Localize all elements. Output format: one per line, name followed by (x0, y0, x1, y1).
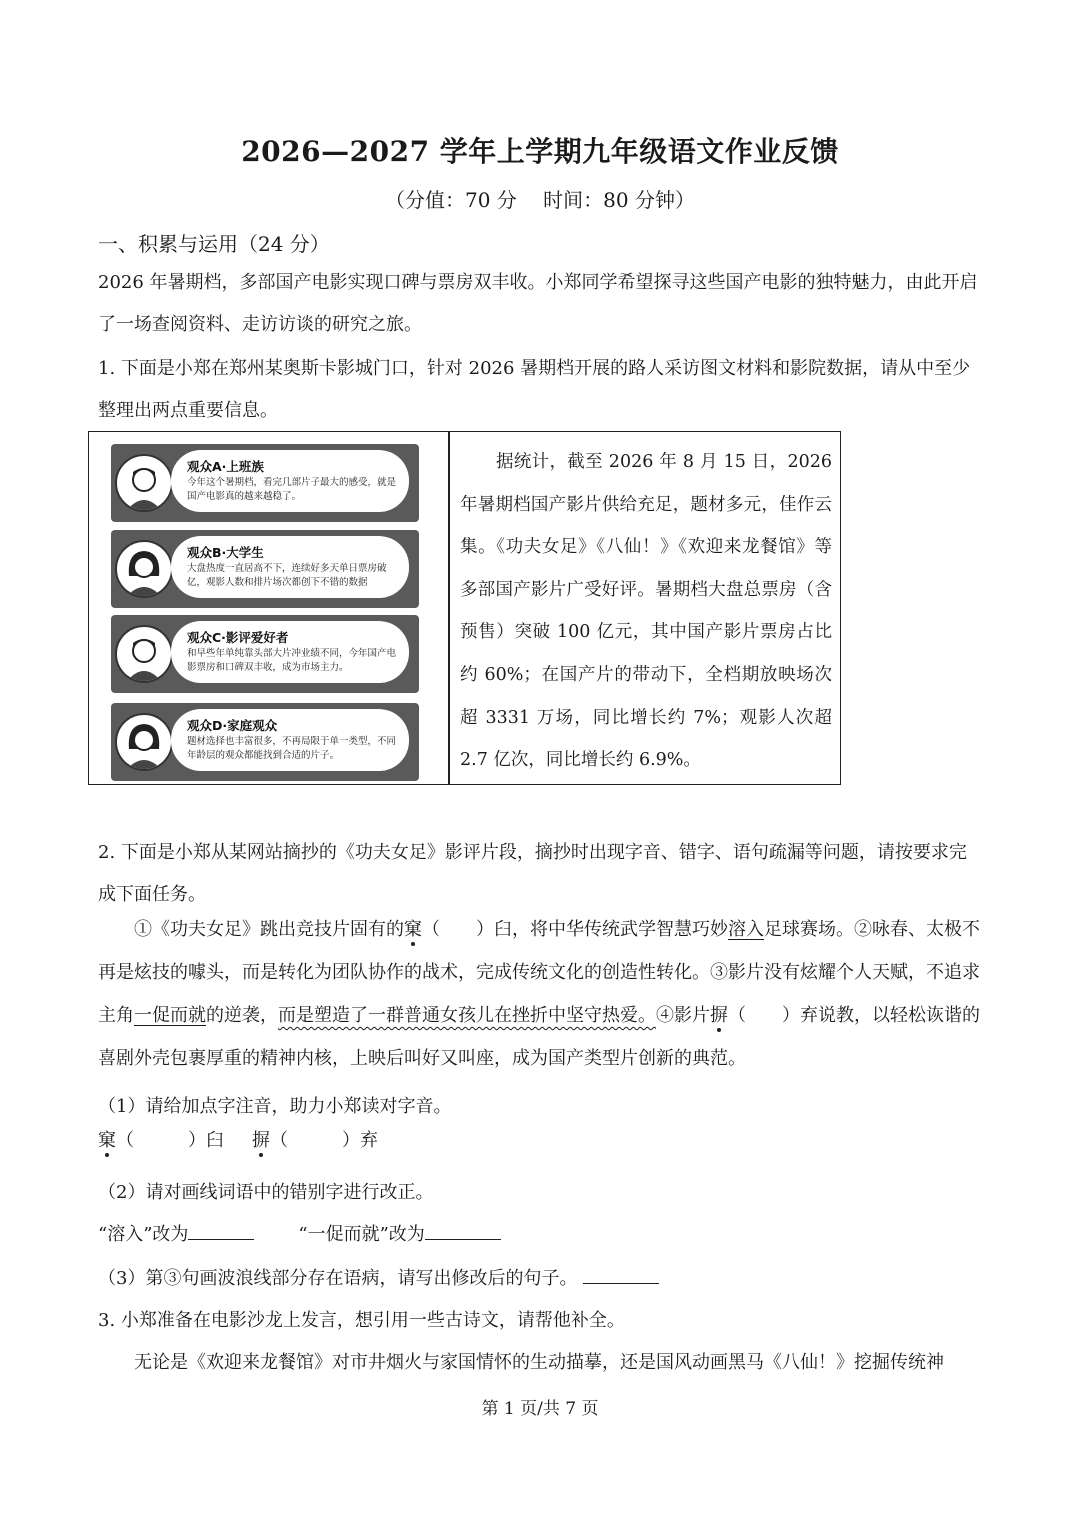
dotted-char: 摒 (710, 1005, 728, 1026)
sub-question-3 (98, 1258, 983, 1300)
sub-question-2: （2）请对画线词语中的错别字进行改正。 (98, 1182, 434, 1203)
interview-card-c (111, 615, 419, 693)
passage-text: ①《功夫女足》跳出竞技片固有的 (134, 919, 404, 940)
interviewee-quote: 今年这个暑期档，看完几部片子最大的感受，就是国产电影真的越来越稳了。 (187, 477, 397, 502)
interviewee-name: 观众C·影评爱好者 (187, 630, 289, 645)
woman-avatar-icon (115, 713, 173, 771)
page-number: 第 1 页/共 7 页 (481, 1399, 599, 1419)
interview-card-a (111, 444, 419, 522)
interviewee-name: 观众D·家庭观众 (187, 718, 278, 733)
passage-text: ④影片 (656, 1005, 710, 1026)
box-office-statistics: 据统计，截至 2026 年 8 月 15 日，2026 年暑期档国产影片供给充足，题材多元，佳作云集。《功夫女足》《八仙！》《欢迎来龙餐馆》等多部国产影片广受好评。暑期档大盘总票房（含预售）突破 100 亿元，其中国产影片票房占比约 60%；在国产片的带动下，全档期放映场次超 3331 万场，同比增长约 7%；观影人次超 2.7 亿次，同比增长约 6.9%。 (460, 452, 832, 771)
interview-bubble (171, 709, 409, 771)
answer-blank[interactable]: （ ）弃 (270, 1130, 378, 1151)
man-avatar-icon (115, 454, 173, 512)
question-3: 3. 小郑准备在电影沙龙上发言，想引用一些古诗文，请帮他补全。 (98, 1310, 625, 1331)
correction-answer-line (98, 1214, 983, 1256)
interviewee-name: 观众A·上班族 (187, 459, 264, 474)
correction-label: “一促而就”改为 (298, 1224, 425, 1245)
interviewee-quote: 和早些年单纯靠头部大片冲业绩不同，今年国产电影票房和口碑双丰收，成为市场主力。 (187, 648, 397, 673)
underlined-word: 溶入 (728, 919, 764, 940)
section-heading: 一、积累与运用（24 分） (98, 232, 330, 256)
question-1: 1. 下面是小郑在郑州某奥斯卡影城门口，针对 2026 暑期档开展的路人采访图文材料和影院数据，请从中至少整理出两点重要信息。 (98, 358, 971, 421)
interview-card-b (111, 530, 419, 608)
interviewee-quote: 题材选择也丰富很多，不再局限于单一类型，不同年龄层的观众都能找到合适的片子。 (187, 736, 397, 761)
passage-text: （ ）臼，将中华传统武学智慧巧妙 (422, 919, 728, 940)
wavy-underlined-sentence: 而是塑造了一群普通女孩儿在挫折中坚守热爱。 (278, 1005, 656, 1026)
underlined-word: 一促而就 (134, 1005, 206, 1026)
interview-bubble (171, 450, 409, 512)
passage-text: 足球赛场。②咏春、太极不再是炫技的噱头，而是转化为团队协作的战术，完成传统文化的创造性转化。③影片没有炫耀个人天赋，不追求主角 (98, 919, 980, 1026)
passage-text: （ ）弃说教，以轻松诙谐的喜剧外壳包裹厚重的精神内核，上映后叫好又叫座，成为国产类型片创新的典范。 (98, 1005, 980, 1069)
intro-paragraph: 2026 年暑期档，多部国产电影实现口碑与票房双丰收。小郑同学希望探寻这些国产电影的独特魅力，由此开启了一场查阅资料、走访访谈的研究之旅。 (98, 272, 978, 335)
dotted-char: 窠 (98, 1130, 116, 1151)
answer-blank[interactable] (583, 1265, 659, 1284)
interviewee-name: 观众B·大学生 (187, 545, 264, 560)
answer-blank[interactable] (425, 1221, 501, 1240)
correction-label: “溶入”改为 (98, 1224, 189, 1245)
question-3-passage: 无论是《欢迎来龙餐馆》对市井烟火与家国情怀的生动描摹，还是国风动画黑马《八仙！》挖掘传统神 (134, 1352, 944, 1373)
pinyin-answer-line (98, 1120, 983, 1162)
film-review-passage (98, 908, 983, 1080)
woman-avatar-icon (115, 540, 173, 598)
interview-bubble (171, 536, 409, 598)
interview-bubble (171, 621, 409, 683)
passage-text: 的逆袭， (206, 1005, 278, 1026)
answer-blank[interactable] (188, 1221, 254, 1240)
page-title: 2026—2027 学年上学期九年级语文作业反馈 (241, 135, 839, 168)
figure-divider (448, 431, 450, 785)
dotted-char: 窠 (404, 919, 422, 940)
interviewee-quote: 大盘热度一直居高不下，连续好多天单日票房破亿，观影人数和排片场次都创下不错的数据 (187, 563, 387, 588)
question-2: 2. 下面是小郑从某网站摘抄的《功夫女足》影评片段，摘抄时出现字音、错字、语句疏漏等问题，请按要求完成下面任务。 (98, 842, 967, 905)
answer-blank[interactable]: （ ）臼 (116, 1130, 224, 1151)
dotted-char: 摒 (252, 1130, 270, 1151)
score-time-info: （分值：70 分 时间：80 分钟） (385, 188, 695, 212)
interview-card-d (111, 703, 419, 781)
man-avatar-icon (115, 625, 173, 683)
sub-question-3-text: （3）第③句画波浪线部分存在语病，请写出修改后的句子。 (98, 1268, 578, 1289)
sub-question-1: （1）请给加点字注音，助力小郑读对字音。 (98, 1096, 452, 1117)
